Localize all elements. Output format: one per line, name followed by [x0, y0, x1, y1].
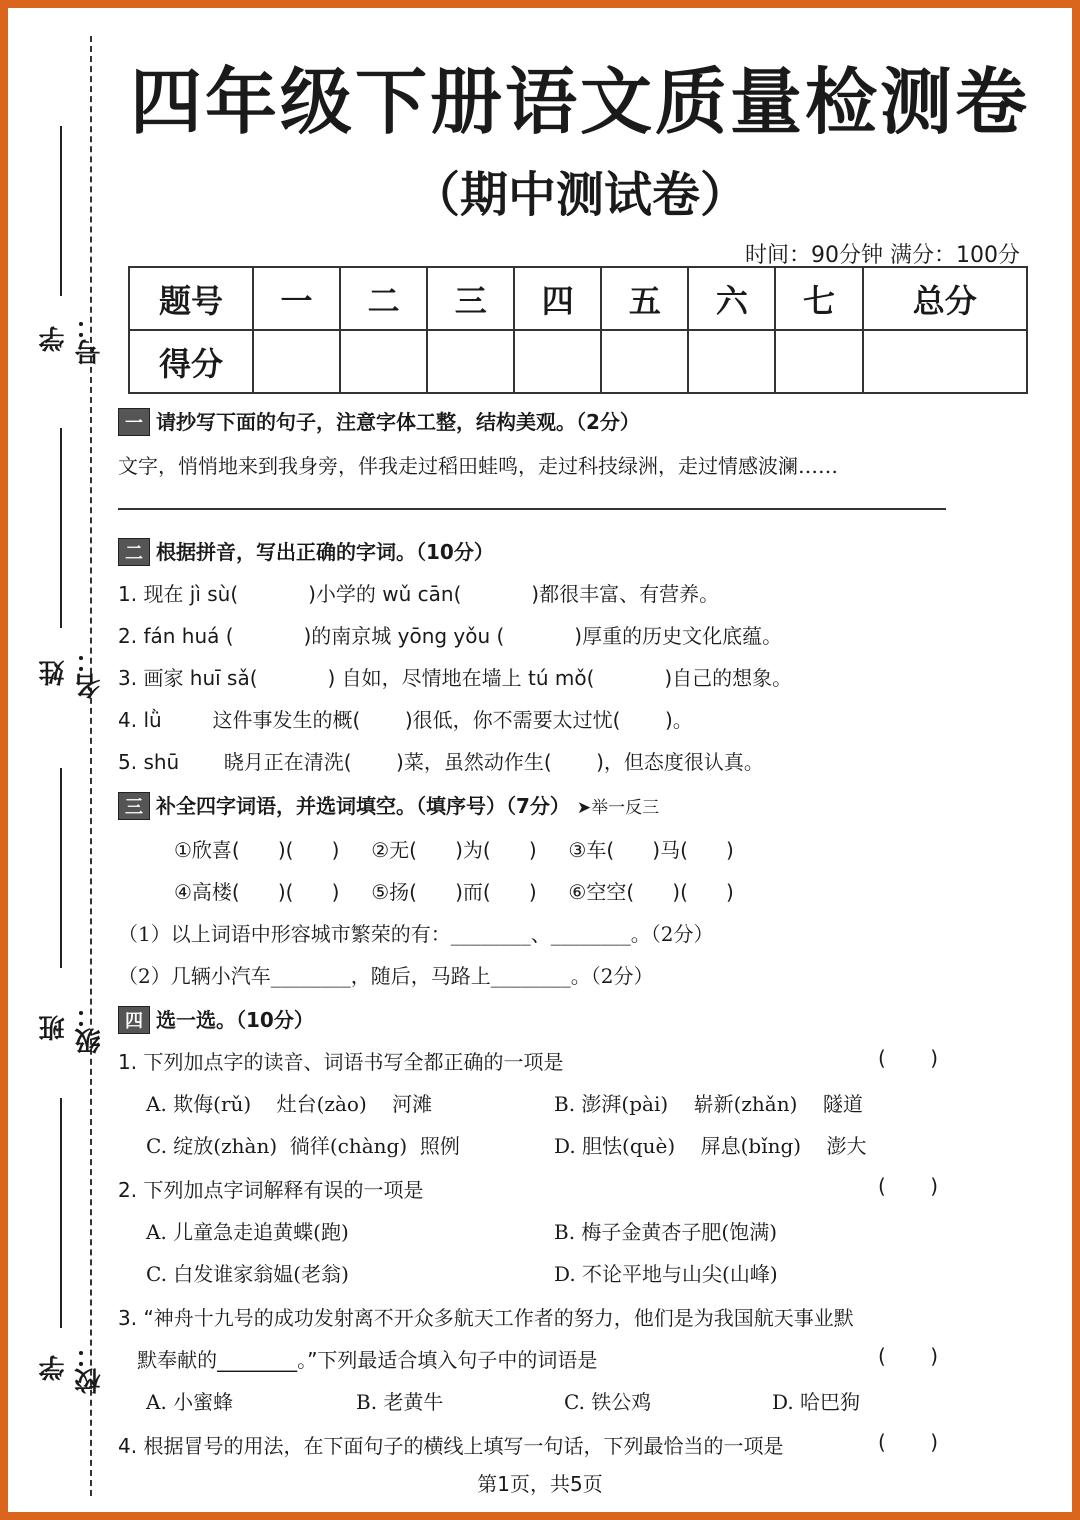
choice-option: D. 不论平地与山尖(山峰) [554, 1262, 778, 1286]
score-table [128, 266, 1028, 394]
header-cell: 四 [514, 267, 601, 330]
section-heading-text: 请抄写下面的句子，注意字体工整，结构美观。（2分） [156, 410, 640, 434]
header-cell: 一 [253, 267, 340, 330]
pinyin-question: 1. 现在 jì sù( )小学的 wǔ cān( )都很丰富、有营养。 [118, 582, 720, 606]
header-cell: 题号 [129, 267, 253, 330]
header-cell: 七 [775, 267, 862, 330]
student-no-label: 学号： [39, 313, 105, 365]
section-number-badge: 三 [118, 792, 150, 820]
score-cell[interactable] [775, 330, 862, 393]
copy-sentence: 文字，悄悄地来到我身旁，伴我走过稻田蛙鸣，走过科技绿洲，走过情感波澜…… [118, 454, 838, 478]
idiom-row: ①欣喜( )( ) ②无( )为( ) ③车( )马( ) [174, 838, 734, 862]
score-cell[interactable] [688, 330, 775, 393]
section-1-heading [118, 406, 640, 436]
header-cell: 三 [427, 267, 514, 330]
choice-question: 1. 下列加点字的读音、词语书写全都正确的一项是 [118, 1050, 564, 1074]
student-no-line [60, 126, 62, 296]
choice-option: B. 澎湃(pài) 崭新(zhǎn) 隧道 [554, 1092, 863, 1116]
score-cell[interactable] [253, 330, 340, 393]
answer-paren[interactable]: ( ) [878, 1430, 939, 1454]
choice-question: 3. “神舟十九号的成功发射离不开众多航天工作者的努力，他们是为我国航天事业默 [118, 1306, 854, 1330]
header-cell: 二 [340, 267, 427, 330]
choice-option: B. 老黄牛 [356, 1390, 444, 1414]
pinyin-question: 2. fán huá ( )的南京城 yōng yǒu ( )厚重的历史文化底蕴。 [118, 624, 783, 648]
choice-option: C. 铁公鸡 [564, 1390, 652, 1414]
page-number: 第1页，共5页 [477, 1472, 603, 1496]
choice-option: D. 胆怯(què) 屏息(bǐng) 澎大 [554, 1134, 867, 1158]
fill-question: （1）以上词语中形容城市繁荣的有：________、________。（2分） [118, 922, 714, 946]
choice-option: C. 绽放(zhàn) 徜徉(chàng) 照例 [146, 1134, 460, 1158]
pinyin-question: 4. lǜ 这件事发生的概( )很低，你不需要太过忧( )。 [118, 708, 693, 732]
choice-question: 4. 根据冒号的用法，在下面句子的横线上填写一句话，下列最恰当的一项是 [118, 1434, 784, 1458]
score-cell[interactable] [340, 330, 427, 393]
pinyin-question: 5. shū 晓月正在清洗( )菜，虽然动作生( )，但态度很认真。 [118, 750, 764, 774]
exam-page [8, 8, 1072, 1512]
choice-option: A. 儿童急走追黄蝶(跑) [146, 1220, 349, 1244]
pinyin-question: 3. 画家 huī sǎ( ) 自如，尽情地在墙上 tú mǒ( )自己的想象。 [118, 666, 793, 690]
score-row-label: 得分 [129, 330, 253, 393]
choice-option: B. 梅子金黄杏子肥(饱满) [554, 1220, 778, 1244]
header-cell: 六 [688, 267, 775, 330]
fill-question: （2）几辆小汽车________，随后，马路上________。（2分） [118, 964, 654, 988]
section-heading-text: 选一选。（10分） [156, 1008, 314, 1032]
section-3-heading [118, 790, 659, 820]
score-cell[interactable] [514, 330, 601, 393]
answer-paren[interactable]: ( ) [878, 1046, 939, 1070]
section-number-badge: 一 [118, 408, 150, 436]
choice-question: 2. 下列加点字词解释有误的一项是 [118, 1178, 424, 1202]
cut-line [90, 36, 92, 1496]
answer-paren[interactable]: ( ) [878, 1174, 939, 1198]
idiom-row: ④高楼( )( ) ⑤扬( )而( ) ⑥空空( )( ) [174, 880, 734, 904]
name-line [60, 428, 62, 628]
choice-option: A. 欺侮(rǔ) 灶台(zào) 河滩 [146, 1092, 433, 1116]
section-4-heading [118, 1004, 314, 1034]
score-cell[interactable] [601, 330, 688, 393]
page-title: 四年级下册语文质量检测卷 [129, 60, 1030, 144]
choice-question: 默奉献的________。”下列最适合填入句子中的词语是 [118, 1348, 598, 1372]
page-subtitle: （期中测试卷） [411, 167, 748, 223]
section-heading-text: 根据拼音，写出正确的字词。（10分） [156, 540, 494, 564]
choice-option: C. 白发谁家翁媪(老翁) [146, 1262, 349, 1286]
header-cell: 五 [601, 267, 688, 330]
score-cell[interactable] [427, 330, 514, 393]
score-table-score-row [129, 330, 1027, 393]
binding-margin [8, 8, 104, 1512]
class-label: 班级： [39, 1002, 105, 1054]
section-tag: ➤举一反三 [576, 798, 660, 818]
section-2-heading [118, 536, 494, 566]
choice-option: D. 哈巴狗 [772, 1390, 861, 1414]
score-cell[interactable] [863, 330, 1027, 393]
copy-answer-line[interactable] [118, 508, 946, 510]
school-line [60, 1098, 62, 1328]
answer-paren[interactable]: ( ) [878, 1344, 939, 1368]
section-heading-text: 补全四字词语，并选词填空。（填序号）（7分） [156, 794, 570, 818]
score-table-header-row [129, 267, 1027, 330]
class-line [60, 768, 62, 968]
time-info: 时间：90分钟 满分：100分 [745, 243, 1020, 268]
section-number-badge: 二 [118, 538, 150, 566]
choice-option: A. 小蜜蜂 [146, 1390, 234, 1414]
name-label: 姓名： [39, 647, 105, 699]
school-label: 学校： [39, 1342, 105, 1394]
header-cell: 总分 [863, 267, 1027, 330]
section-number-badge: 四 [118, 1006, 150, 1034]
